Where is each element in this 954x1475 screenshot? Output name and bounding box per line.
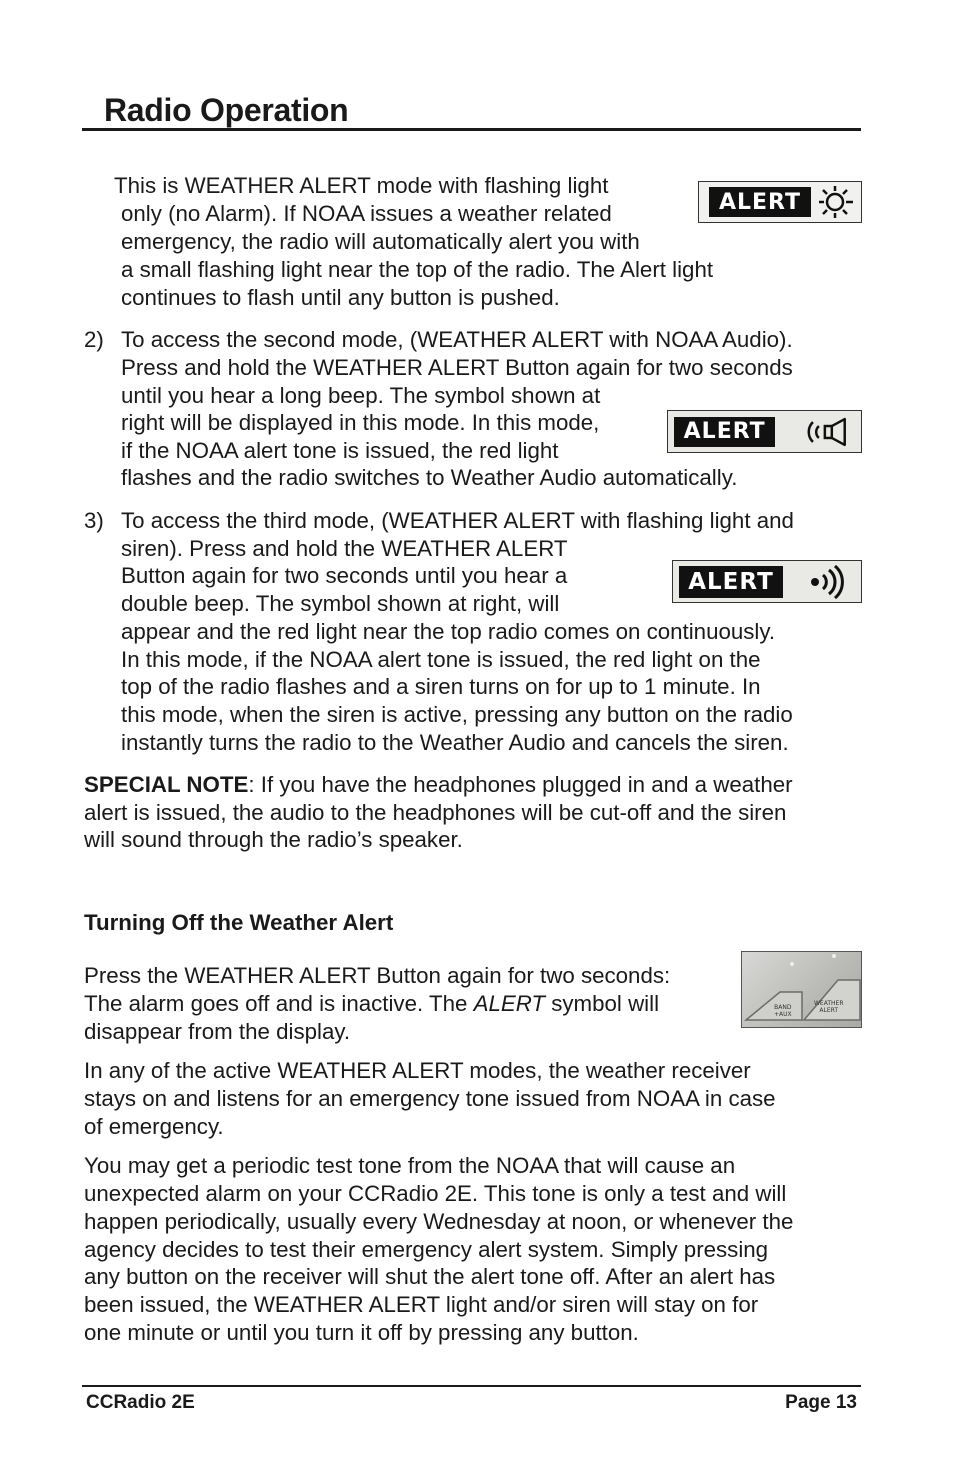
active-modes-line-3: of emergency. (84, 1114, 224, 1139)
special-note-line-2: alert is issued, the audio to the headphones will be cut-off and the siren (84, 800, 787, 825)
buttons-photo (741, 951, 862, 1028)
special-note-line-3: will sound through the radio’s speaker. (84, 827, 463, 852)
intro-line-1: This is WEATHER ALERT mode with flashing light (114, 173, 609, 198)
buttons-illustration (742, 952, 862, 1028)
intro-line-5: continues to flash until any button is pushed. (121, 285, 560, 310)
active-modes-line-1: In any of the active WEATHER ALERT modes, the weather receiver (84, 1058, 751, 1083)
test-tone-line-5: any button on the receiver will shut the alert tone off. After an alert has (84, 1264, 776, 1289)
item-3-line-9: instantly turns the radio to the Weather Audio and cancels the siren. (121, 730, 789, 755)
alert-emphasis: ALERT (473, 991, 546, 1016)
item-3-line-4: double beep. The symbol shown at right, will (121, 591, 560, 616)
turning-off-line-3: disappear from the display. (84, 1019, 351, 1044)
special-note-label: SPECIAL NOTE (84, 772, 249, 797)
alert-badge: ALERT (674, 417, 775, 447)
item-3-line-1: To access the third mode, (WEATHER ALERT with flashing light and (121, 508, 794, 533)
flashing-light-icon (815, 184, 859, 220)
weather-alert-button: WEATHER ALERT (814, 1000, 844, 1014)
item-2-line-2: Press and hold the WEATHER ALERT Button again for two seconds (121, 355, 793, 380)
footer-rule (82, 1385, 861, 1387)
test-tone-line-3: happen periodically, usually every Wednesday at noon, or whenever the (84, 1209, 794, 1234)
item-3-number: 3) (84, 508, 104, 533)
test-tone-line-1: You may get a periodic test tone from the NOAA that will cause an (84, 1153, 736, 1178)
page-title: Radio Operation (104, 92, 349, 128)
intro-line-3: emergency, the radio will automatically alert you with (121, 229, 640, 254)
title-rule (82, 128, 861, 131)
test-tone-line-6: been issued, the WEATHER ALERT light and/or siren will stay on for (84, 1292, 759, 1317)
item-3-line-5: appear and the red light near the top radio comes on continuously. (121, 619, 776, 644)
footer-page-number: Page 13 (785, 1392, 857, 1413)
special-note-text: : If you have the headphones plugged in and a weather (248, 772, 793, 797)
test-tone-line-2: unexpected alarm on your CCRadio 2E. This tone is only a test and will (84, 1181, 787, 1206)
speaker-icon (801, 414, 861, 450)
section-heading: Turning Off the Weather Alert (84, 910, 394, 935)
item-3-line-2: siren). Press and hold the WEATHER ALERT (121, 536, 568, 561)
item-2-line-4: right will be displayed in this mode. In this mode, (121, 410, 600, 435)
item-2-line-5: if the NOAA alert tone is issued, the red light (121, 438, 559, 463)
alert-siren-display (672, 560, 862, 603)
item-3-line-6: In this mode, if the NOAA alert tone is issued, the red light on the (121, 647, 761, 672)
band-aux-button: BAND +AUX (774, 1004, 792, 1018)
turning-off-line-2: The alarm goes off and is inactive. The ALERT symbol will (84, 991, 660, 1016)
turning-off-line-1: Press the WEATHER ALERT Button again for two seconds: (84, 963, 671, 988)
alert-badge: ALERT (679, 566, 783, 598)
item-2-line-6: flashes and the radio switches to Weather Audio automatically. (121, 465, 738, 490)
item-3-line-3: Button again for two seconds until you hear a (121, 563, 568, 588)
special-note-line-1 (84, 771, 793, 799)
test-tone-line-4: agency decides to test their emergency alert system. Simply pressing (84, 1237, 769, 1262)
item-3-line-8: this mode, when the siren is active, pressing any button on the radio (121, 702, 793, 727)
intro-line-2: only (no Alarm). If NOAA issues a weather related (121, 201, 612, 226)
item-2-line-3: until you hear a long beep. The symbol shown at (121, 383, 601, 408)
test-tone-line-7: one minute or until you turn it off by pressing any button. (84, 1320, 639, 1345)
item-3-line-7: top of the radio flashes and a siren turns on for up to 1 minute. In (121, 674, 761, 699)
item-2-number: 2) (84, 327, 104, 352)
alert-audio-display (667, 410, 862, 453)
alert-badge: ALERT (709, 187, 811, 217)
intro-line-4: a small flashing light near the top of the radio. The Alert light (121, 257, 714, 282)
alert-light-display (698, 181, 862, 223)
siren-icon (807, 563, 857, 601)
item-2-line-1: To access the second mode, (WEATHER ALERT with NOAA Audio). (121, 327, 793, 352)
footer-product: CCRadio 2E (86, 1392, 195, 1413)
active-modes-line-2: stays on and listens for an emergency tone issued from NOAA in case (84, 1086, 776, 1111)
